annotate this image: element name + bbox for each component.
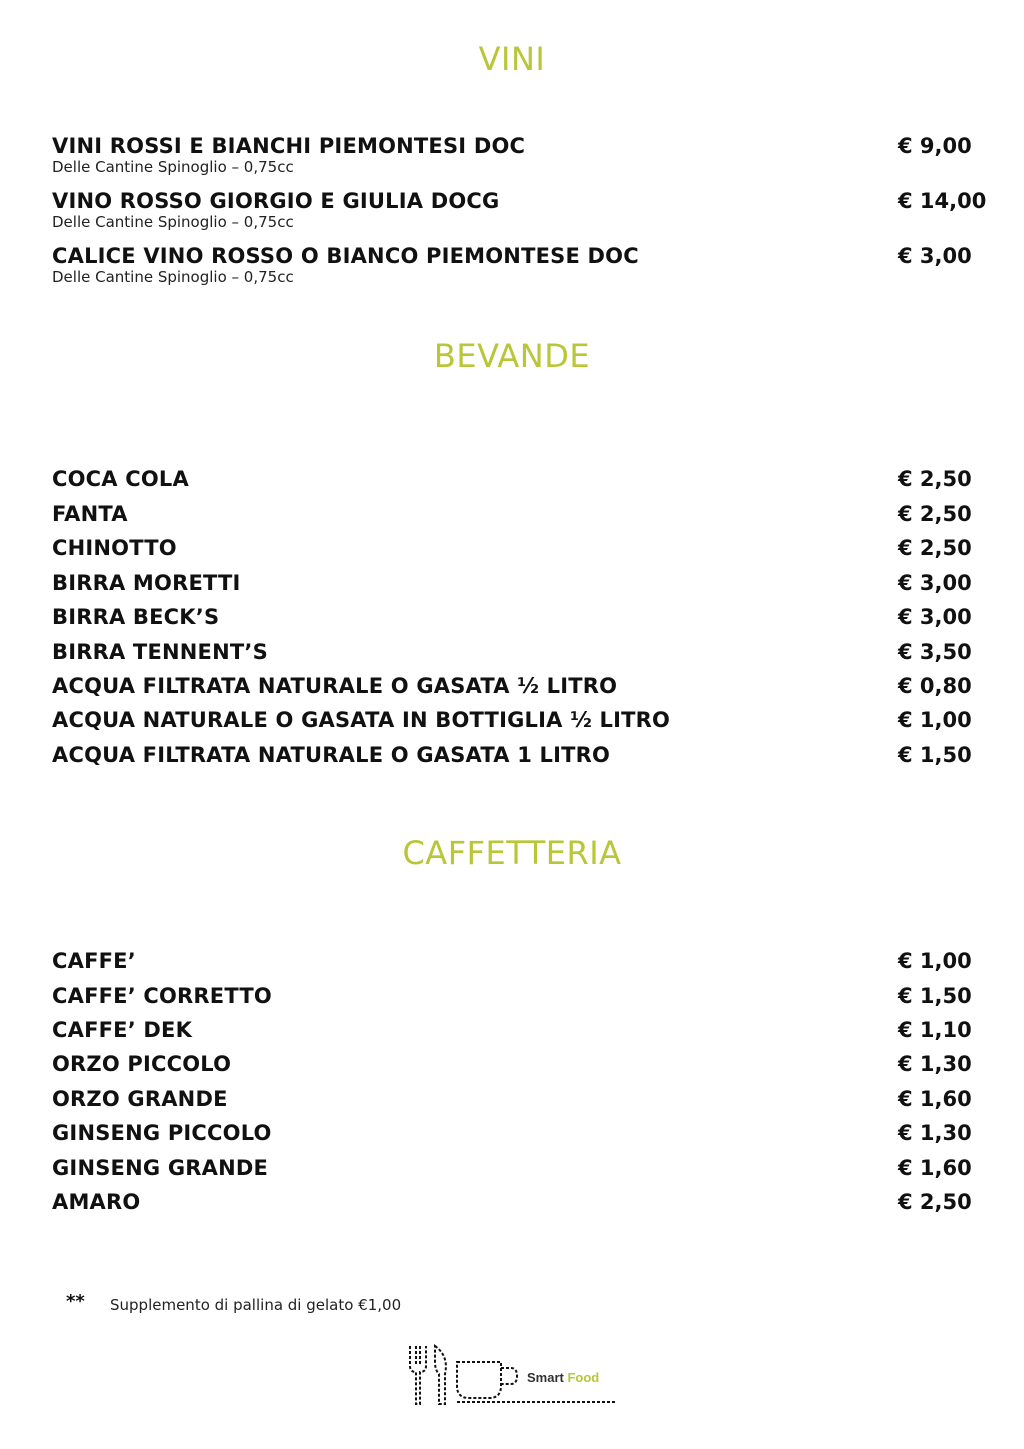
item-name: COCA COLA bbox=[52, 467, 189, 491]
item-subtitle: Delle Cantine Spinoglio – 0,75cc bbox=[52, 213, 294, 231]
item-name: ACQUA FILTRATA NATURALE O GASATA ½ LITRO bbox=[52, 674, 618, 698]
menu-item bbox=[52, 743, 982, 767]
item-price: € 3,50 bbox=[898, 640, 972, 664]
item-name: CAFFE’ DEK bbox=[52, 1018, 193, 1042]
item-name: CAFFE’ CORRETTO bbox=[52, 984, 272, 1008]
item-name: VINO ROSSO GIORGIO E GIULIA DOCG bbox=[52, 189, 500, 213]
item-subtitle: Delle Cantine Spinoglio – 0,75cc bbox=[52, 158, 294, 176]
menu-item bbox=[52, 949, 982, 973]
item-price: € 2,50 bbox=[898, 536, 972, 560]
item-name: BIRRA MORETTI bbox=[52, 571, 241, 595]
item-name: ORZO GRANDE bbox=[52, 1087, 228, 1111]
item-name: CAFFE’ bbox=[52, 949, 136, 973]
menu-item bbox=[52, 571, 982, 595]
item-name: FANTA bbox=[52, 502, 128, 526]
item-price: € 0,80 bbox=[898, 674, 972, 698]
menu-item bbox=[52, 1156, 982, 1180]
item-price: € 1,30 bbox=[898, 1121, 972, 1145]
item-price: € 2,50 bbox=[898, 502, 972, 526]
item-price: € 1,60 bbox=[898, 1087, 972, 1111]
menu-item bbox=[52, 189, 987, 231]
item-name: CALICE VINO ROSSO O BIANCO PIEMONTESE DOC bbox=[52, 244, 639, 268]
item-name: AMARO bbox=[52, 1190, 141, 1214]
menu-item bbox=[52, 1190, 982, 1214]
item-price: € 3,00 bbox=[898, 244, 972, 268]
logo-wordmark bbox=[527, 1370, 599, 1385]
section-title-caffetteria: CAFFETTERIA bbox=[402, 834, 622, 872]
menu-item bbox=[52, 244, 982, 286]
footnote-marker: ** bbox=[66, 1291, 85, 1312]
item-price: € 1,50 bbox=[898, 984, 972, 1008]
footnote-text: Supplemento di pallina di gelato €1,00 bbox=[110, 1296, 402, 1314]
menu-item bbox=[52, 708, 982, 732]
item-price: € 1,00 bbox=[898, 708, 972, 732]
item-name: BIRRA TENNENT’S bbox=[52, 640, 268, 664]
menu-item bbox=[52, 536, 982, 560]
menu-item bbox=[52, 1121, 982, 1145]
menu-item bbox=[52, 502, 982, 526]
item-name: BIRRA BECK’S bbox=[52, 605, 220, 629]
item-price: € 14,00 bbox=[898, 189, 987, 213]
menu-item bbox=[52, 134, 982, 176]
item-price: € 1,10 bbox=[898, 1018, 972, 1042]
item-price: € 1,50 bbox=[898, 743, 972, 767]
item-price: € 1,30 bbox=[898, 1052, 972, 1076]
item-subtitle: Delle Cantine Spinoglio – 0,75cc bbox=[52, 268, 294, 286]
logo-word-food: Food bbox=[567, 1370, 600, 1385]
item-price: € 9,00 bbox=[898, 134, 972, 158]
item-price: € 3,00 bbox=[898, 571, 972, 595]
section-title-vini: VINI bbox=[478, 40, 546, 78]
item-price: € 3,00 bbox=[898, 605, 972, 629]
item-price: € 1,00 bbox=[898, 949, 972, 973]
item-name: GINSENG PICCOLO bbox=[52, 1121, 272, 1145]
logo-word-smart: Smart bbox=[527, 1370, 564, 1385]
menu-item bbox=[52, 467, 982, 491]
item-name: CHINOTTO bbox=[52, 536, 177, 560]
section-title-bevande: BEVANDE bbox=[433, 337, 591, 375]
item-name: ACQUA FILTRATA NATURALE O GASATA 1 LITRO bbox=[52, 743, 611, 767]
item-name: VINI ROSSI E BIANCHI PIEMONTESI DOC bbox=[52, 134, 526, 158]
item-price: € 1,60 bbox=[898, 1156, 972, 1180]
menu-item bbox=[52, 640, 982, 664]
menu-item bbox=[52, 1052, 982, 1076]
menu-item bbox=[52, 605, 982, 629]
item-name: ORZO PICCOLO bbox=[52, 1052, 232, 1076]
menu-item bbox=[52, 1087, 982, 1111]
item-price: € 2,50 bbox=[898, 1190, 972, 1214]
item-name: GINSENG GRANDE bbox=[52, 1156, 269, 1180]
item-name: ACQUA NATURALE O GASATA IN BOTTIGLIA ½ LITRO bbox=[52, 708, 671, 732]
menu-item bbox=[52, 674, 982, 698]
menu-item bbox=[52, 1018, 982, 1042]
item-price: € 2,50 bbox=[898, 467, 972, 491]
menu-item bbox=[52, 984, 982, 1008]
